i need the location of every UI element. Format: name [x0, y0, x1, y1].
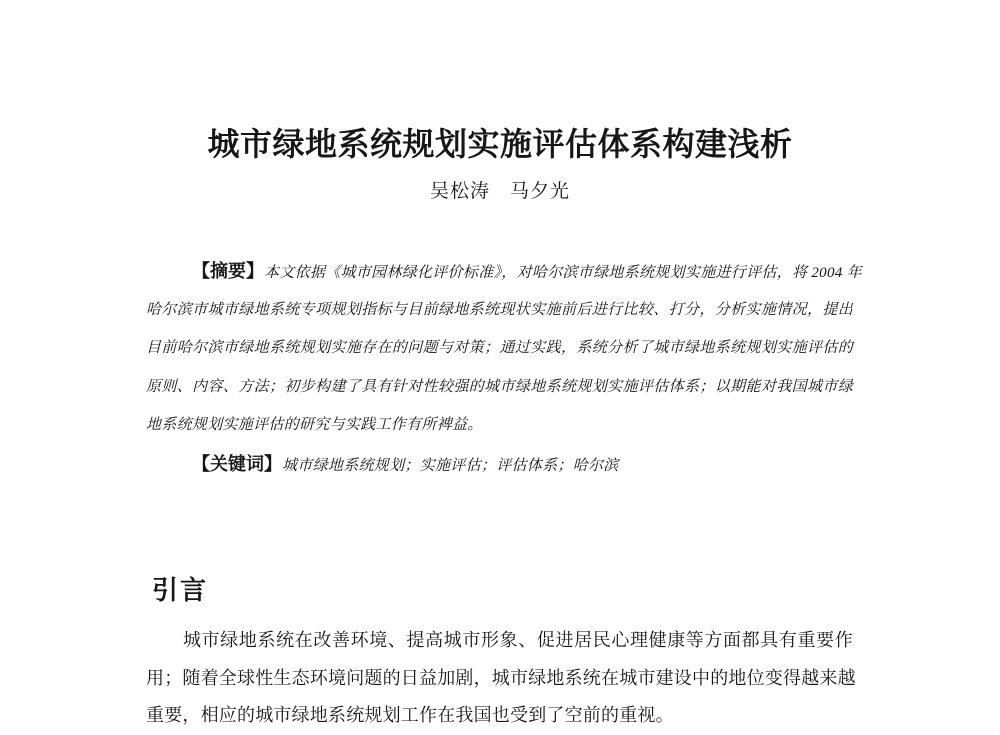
paper-title: 城市绿地系统规划实施评估体系构建浅析: [207, 126, 793, 162]
abstract-line: 哈尔滨市城市绿地系统专项规划指标与目前绿地系统现状实施前后进行比较、打分，分析实施情况，提出: [146, 301, 853, 318]
keywords-line: [146, 445, 853, 484]
section-heading-introduction: 引言: [152, 575, 209, 605]
body-line: 重要，相应的城市绿地系统规划工作在我国也受到了空前的重视。: [146, 705, 674, 725]
abstract-section: [146, 252, 862, 483]
keywords-text: 城市绿地系统规划；实施评估；评估体系；哈尔滨: [282, 457, 619, 474]
body-line: 用；随着全球性生态环境问题的日益加剧，城市绿地系统在城市建设中的地位变得越来越: [146, 667, 856, 688]
abstract-line: [146, 252, 862, 291]
abstract-text: 本文依据《城市园林绿化评价标准》，对哈尔滨市绿地系统规划实施进行评估，将 2004 年: [264, 265, 862, 281]
abstract-line: 地系统规划实施评估的研究与实践工作有所裨益。: [146, 417, 483, 433]
abstract-line: 目前哈尔滨市绿地系统规划实施存在的问题与对策；通过实践，系统分析了城市绿地系统规划实施评估的: [146, 340, 853, 356]
abstract-label: 【摘要】: [192, 261, 264, 281]
introduction-paragraph: [146, 622, 856, 735]
abstract-line: 原则、内容、方法；初步构建了具有针对性较强的城市绿地系统规划实施评估体系；以期能对我国城市绿: [146, 378, 853, 395]
paper-authors: 吴松涛 马夕光: [429, 181, 570, 202]
keywords-label: 【关键词】: [192, 453, 282, 474]
body-line: 城市绿地系统在改善环境、提高城市形象、促进居民心理健康等方面都具有重要作: [183, 630, 853, 650]
